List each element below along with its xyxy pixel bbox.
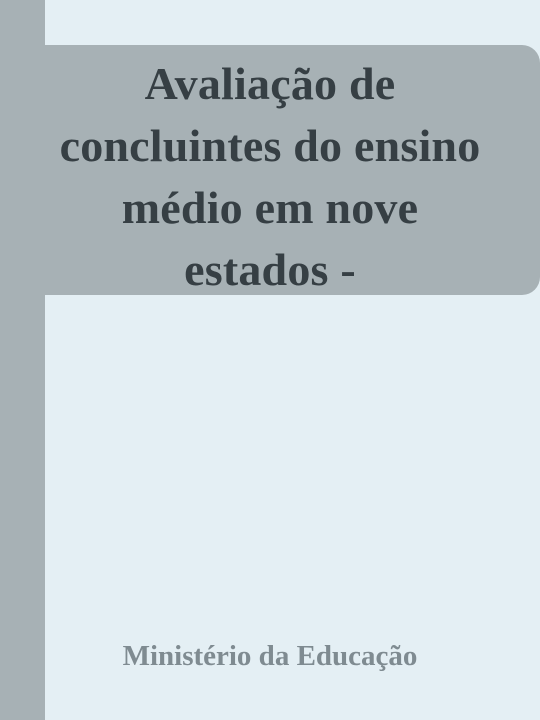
cover-spine (0, 0, 45, 720)
book-author: Ministério da Educação (122, 640, 418, 672)
book-title: Avaliação de concluintes do ensino médio em nove estados - (59, 58, 481, 295)
title-band (45, 45, 540, 295)
